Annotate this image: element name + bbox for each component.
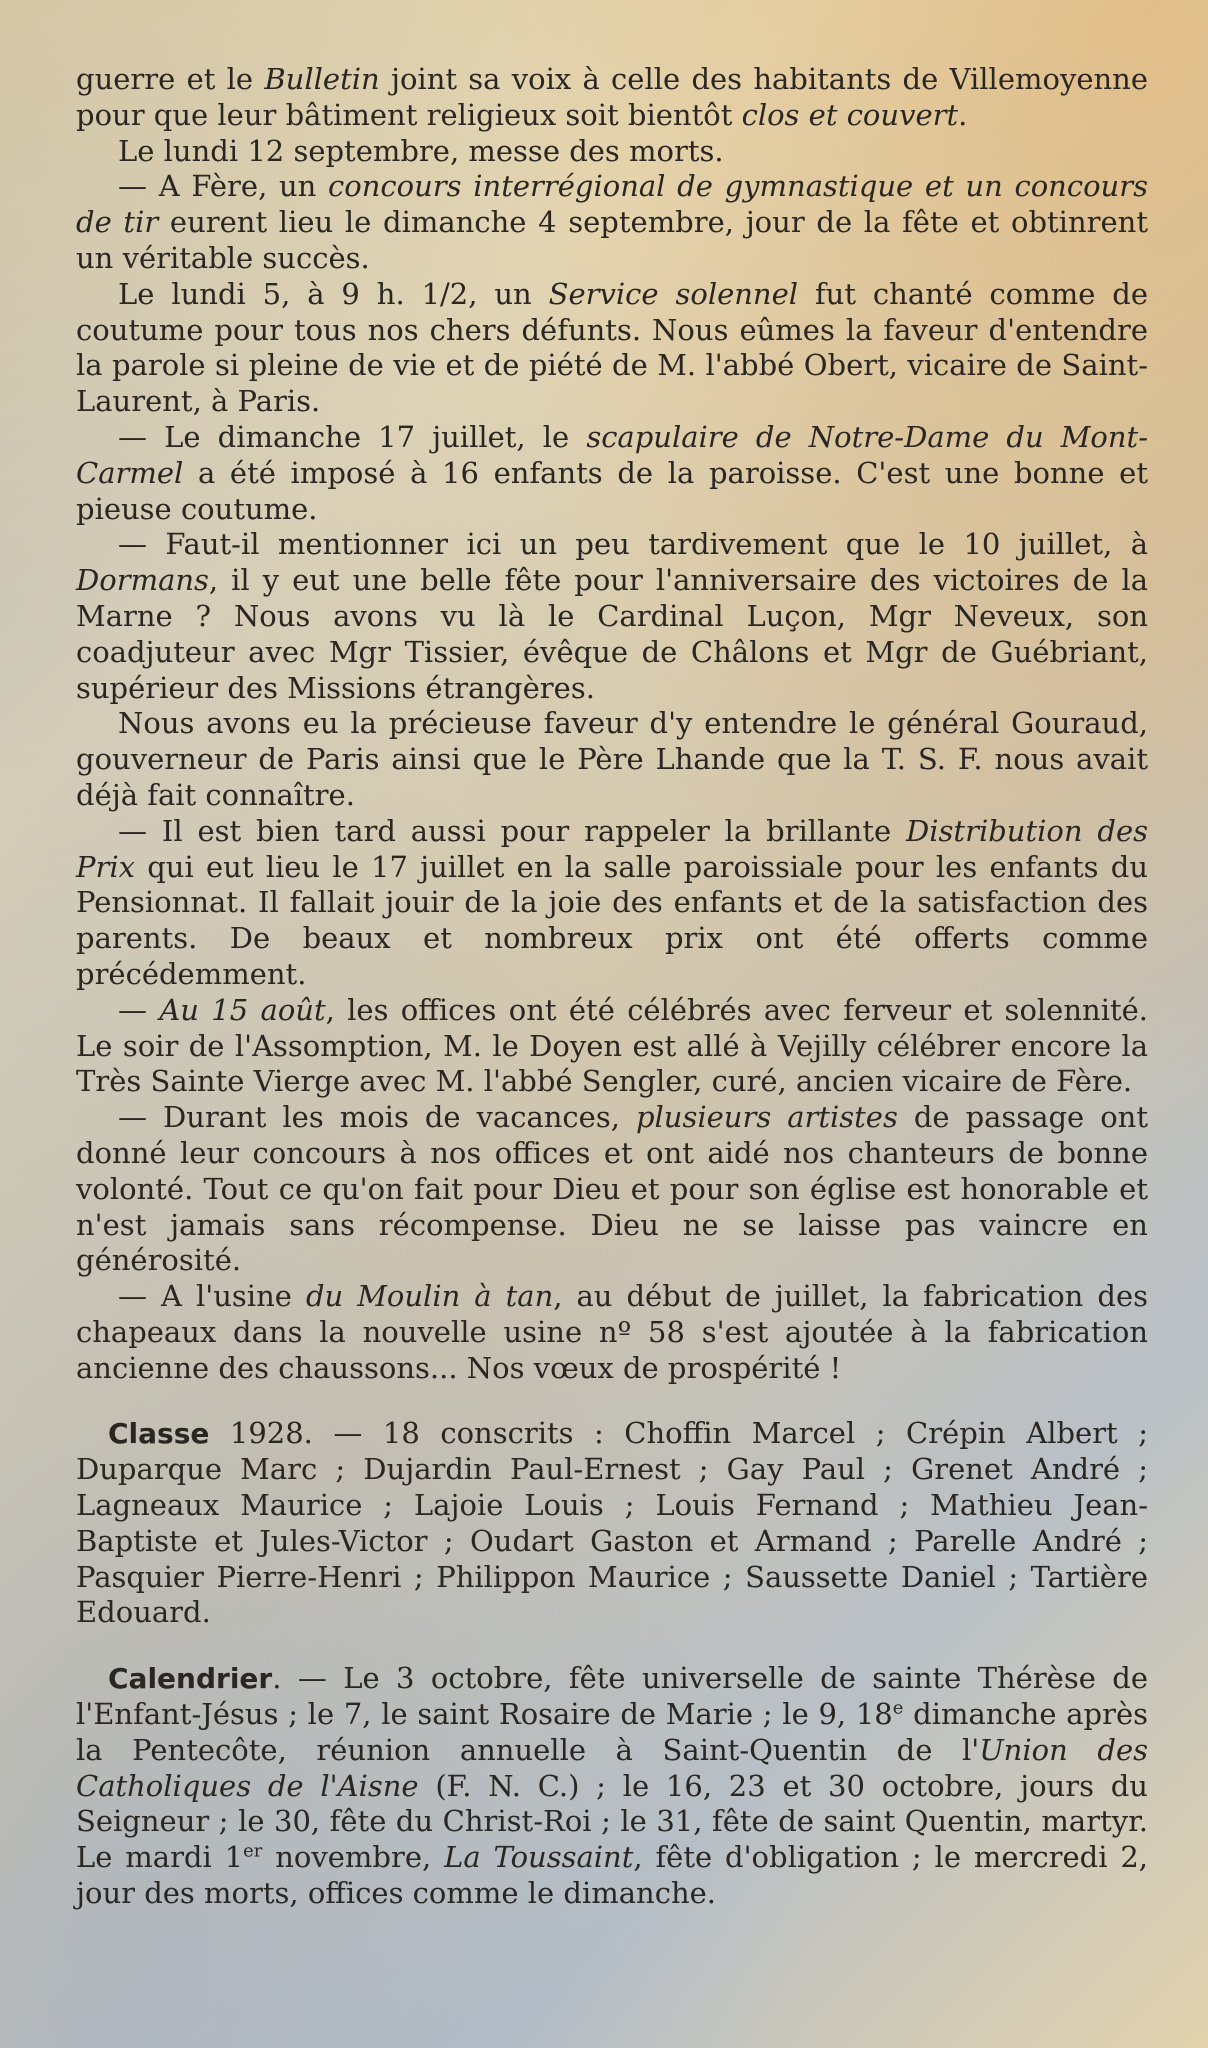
- paragraph-artistes: [76, 1100, 1148, 1279]
- text-run-italic: Union des Catholiques de l'Aisne: [76, 1732, 1148, 1803]
- text-run: qui eut lieu le 17 juillet en la salle paroissiale pour les enfants du Pensionnat. Il fallait jouir de la joie des enfants et de la satisfaction des parents. De beaux et nombreux prix ont été offerts comme précédemment.: [76, 849, 1148, 991]
- text-run: — A Fère, un: [118, 169, 329, 204]
- text-run: fut chanté comme de coutume pour tous nos chers défunts. Nous eûmes la faveur d'entendre la parole si pleine de vie et de piété de M. l'abbé Obert, vicaire de Saint-Laurent, à Paris.: [76, 276, 1148, 419]
- text-run: — Faut-il mentionner ici un peu tardivement que le 10 juillet, à: [118, 527, 1148, 562]
- text-run-italic: plusieurs artistes: [635, 1100, 898, 1135]
- paragraph-distribution-des-prix: [76, 814, 1148, 993]
- paragraph-service-solennel: [76, 277, 1148, 420]
- text-run: novembre,: [262, 1840, 445, 1875]
- text-run: — Le dimanche 17 juillet, le: [118, 419, 587, 454]
- text-run: joint sa voix à celle des habitants de Villemoyenne pour que leur bâtiment religieux soit bientôt: [76, 62, 1148, 132]
- text-run-italic: Dormans: [76, 563, 209, 598]
- paragraph-gouraud: Nous avons eu la précieuse faveur d'y entendre le général Gouraud, gouverneur de Paris ainsi que le Père Lhande que la T. S. F. nous avait déjà fait connaître.: [76, 706, 1148, 812]
- text-run: , au début de juillet, la fabrication des chapeaux dans la nouvelle usine nº 58 s'est ajoutée à la fabrication ancienne des chaussons... Nos vœux de prospérité !: [76, 1279, 1148, 1385]
- text-run: , il y eut une belle fête pour l'anniversaire des victoires de la Marne ? Nous avons vu là le Cardinal Luçon, Mgr Neveux, son coadjuteur avec Mgr Tissier, évêque de Châlons et Mgr de Guébriant, supérieur des Missions étrangères.: [76, 563, 1148, 705]
- text-run-italic: La Toussaint: [444, 1840, 634, 1875]
- text-run: guerre et le: [76, 62, 265, 96]
- text-run: Le lundi 5, à 9 h. 1/2, un: [118, 276, 549, 311]
- text-run: — Il est bien tard aussi pour rappeler la brillante: [118, 813, 907, 848]
- text-run: , les offices ont été célébrés avec ferveur et solennité. Le soir de l'Assomption, M. le Doyen est allé à Vejilly célébrer encore la Très Sainte Vierge avec M. l'abbé Sengler, curé, ancien vicaire de Fère.: [76, 992, 1149, 1099]
- text-run: (F. N. C.) ; le 16, 23 et 30 octobre, jours du Seigneur ; le 30, fête du Christ-Roi ; le 31, fête de saint Quentin, martyr. Le mardi 1: [76, 1768, 1148, 1875]
- superscript: er: [243, 1840, 263, 1862]
- section-calendrier: [76, 1661, 1148, 1912]
- paragraph-concours: [76, 169, 1148, 276]
- text-run: . — Le 3 octobre, fête universelle de sainte Thérèse de l'Enfant-Jésus ; le 7, le saint Rosaire de Marie ; le 9, 18: [76, 1661, 1148, 1732]
- text-run-italic: du Moulin à tan: [305, 1279, 554, 1314]
- text-run-italic: Service solennel: [548, 276, 799, 311]
- paragraph-usine: [76, 1279, 1148, 1386]
- text-run: , fête d'obligation ; le mercredi 2, jour des morts, offices comme le dimanche.: [76, 1840, 1148, 1911]
- text-run: —: [118, 992, 160, 1027]
- text-run: dimanche après la Pentecôte, réunion annuelle à Saint-Quentin de l': [76, 1697, 1148, 1767]
- text-run: a été imposé à 16 enfants de la paroisse. C'est une bonne et pieuse coutume.: [76, 455, 1148, 526]
- article-text: [76, 62, 1148, 1912]
- section-classe: [76, 1416, 1148, 1631]
- paragraph-scapulaire: [76, 420, 1148, 527]
- text-run: .: [958, 97, 968, 132]
- superscript: e: [892, 1697, 904, 1719]
- text-run-italic: Distribution des Prix: [76, 813, 1148, 884]
- text-run-italic: Au 15 août: [159, 992, 326, 1027]
- text-run-italic: clos et couvert: [741, 97, 959, 132]
- text-run: — Durant les mois de vacances,: [118, 1100, 636, 1135]
- text-run: eurent lieu le dimanche 4 septembre, jour de la fête et obtinrent un véritable succès.: [76, 205, 1148, 275]
- paragraph-villemoyenne: [76, 62, 1148, 134]
- text-run-italic: scapulaire de Notre-Dame du Mont-Carmel: [76, 419, 1149, 490]
- text-run: 1928. — 18 conscrits : Choffin Marcel ; Crépin Albert ; Duparque Marc ; Dujardin Paul-Ernest ; Gay Paul ; Grenet André ; Lagneaux Maurice ; Lajoie Louis ; Louis Fernand ; Mathieu Jean-Baptiste et Jules-Victor ; Oudart Gaston et Armand ; Parelle André ; Pasquier Pierre-Henri ; Philippon Maurice ; Saussette Daniel ; Tartière Edouard.: [76, 1416, 1148, 1630]
- paragraph-15-aout: [76, 993, 1148, 1100]
- text-run-italic: concours interrégional de gymnastique et un concours de tir: [76, 169, 1148, 240]
- paragraph-messe-des-morts: Le lundi 12 septembre, messe des morts.: [118, 133, 724, 168]
- text-run: — A l'usine: [118, 1279, 306, 1314]
- section-heading: Calendrier: [108, 1662, 273, 1696]
- text-run-italic: Bulletin: [264, 62, 380, 96]
- text-run: de passage ont donné leur concours à nos offices et ont aidé nos chanteurs de bonne volonté. Tout ce qu'on fait pour Dieu et pour son église est honorable et n'est jamais sans récompense. Dieu ne se laisse pas vaincre en générosité.: [76, 1100, 1148, 1278]
- paragraph-dormans: [76, 527, 1148, 706]
- section-heading: Classe: [108, 1417, 210, 1451]
